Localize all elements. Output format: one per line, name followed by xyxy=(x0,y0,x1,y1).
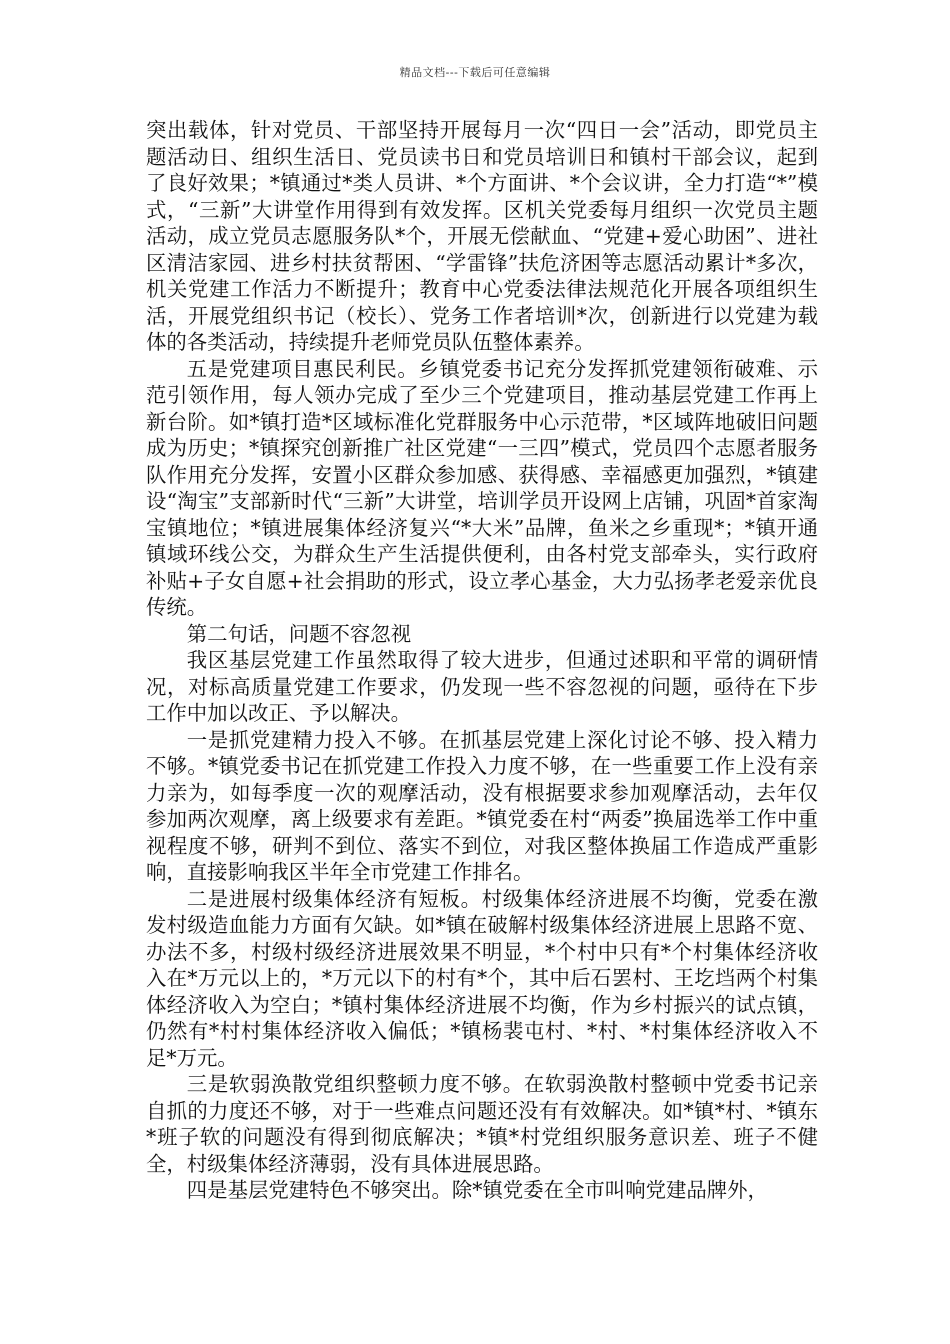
paragraph-7: 四是基层党建特色不够突出。除*镇党委在全市叫响党建品牌外， xyxy=(186,1178,768,1202)
paragraph-2: 五是党建项目惠民利民。乡镇党委书记充分发挥抓党建领衔破难、示范引领作用，每人领办完成了至少三个党建项目，推动基层党建工作再上新台阶。如*镇打造*区域标准化党群服务中心示范带，*区域阵地破旧问题成为历史；*镇探究创新推广社区党建“一三四”模式，党员四个志愿者服务队作用充分发挥，安置小区群众参加感、获得感、幸福感更加强烈，*镇建设“淘宝”支部新时代“三新”大讲堂，培训学员开设网上店铺，巩固*首家淘宝镇地位；*镇进展集体经济复兴“*大米”品牌，鱼米之乡重现*；*镇开通镇域环线公交，为群众生产生活提供便利，由各村党支部牵头，实行政府补贴+子女自愿+社会捐助的形式，设立孝心基金，大力弘扬孝老爱亲优良传统。 xyxy=(146,356,818,619)
paragraph-4: 一是抓党建精力投入不够。在抓基层党建上深化讨论不够、投入精力不够。*镇党委书记在抓党建工作投入力度不够，在一些重要工作上没有亲力亲为，如每季度一次的观摩活动，没有根据要求参加观摩活动，去年仅参加两次观摩，离上级要求有差距。*镇党委在村“两委”换届选举工作中重视程度不够，研判不到位、落实不到位，对我区整体换届工作造成严重影响，直接影响我区半年全市党建工作排名。 xyxy=(146,727,818,884)
section-heading: 第二句话，问题不容忽视 xyxy=(186,621,412,646)
paragraph-6: 三是软弱涣散党组织整顿力度不够。在软弱涣散村整顿中党委书记亲自抓的力度还不够，对于一些难点问题还没有有效解决。如*镇*村、*镇东*班子软的问题没有得到彻底解决；*镇*村党组织服务意识差、班子不健全，村级集体经济薄弱，没有具体进展思路。 xyxy=(146,1072,818,1176)
paragraph-3: 我区基层党建工作虽然取得了较大进步，但通过述职和平常的调研情况，对标高质量党建工作要求，仍发现一些不容忽视的问题，亟待在下步工作中加以改正、予以解决。 xyxy=(146,648,818,725)
document-body xyxy=(146,117,818,1204)
paragraph-5: 二是进展村级集体经济有短板。村级集体经济进展不均衡，党委在激发村级造血能力方面有欠缺。如*镇在破解村级集体经济进展上思路不宽、办法不多，村级村级经济进展效果不明显，*个村中只有*个村集体经济收入在*万元以上的，*万元以下的村有*个，其中后石罢村、王圪垱两个村集体经济收入为空白；*镇村集体经济进展不均衡，作为乡村振兴的试点镇，仍然有*村村集体经济收入偏低；*镇杨裴屯村、*村、*村集体经济收入不足*万元。 xyxy=(146,886,818,1070)
page-header: 精品文档---下载后可任意编辑 xyxy=(399,66,551,79)
paragraph-1: 突出载体，针对党员、干部坚持开展每月一次“四日一会”活动，即党员主题活动日、组织生活日、党员读书日和党员培训日和镇村干部会议，起到了良好效果；*镇通过*类人员讲、*个方面讲、*个会议讲，全力打造“*”模式，“三新”大讲堂作用得到有效发挥。区机关党委每月组织一次党员主题活动，成立党员志愿服务队*个，开展无偿献血、“党建+爱心助困”、进社区清洁家园、进乡村扶贫帮困、“学雷锋”扶危济困等志愿活动累计*多次，机关党建工作活力不断提升；教育中心党委法律法规范化开展各项组织生活，开展党组织书记（校长）、党务工作者培训*次，创新进行以党建为载体的各类活动，持续提升老师党员队伍整体素养。 xyxy=(146,118,818,354)
